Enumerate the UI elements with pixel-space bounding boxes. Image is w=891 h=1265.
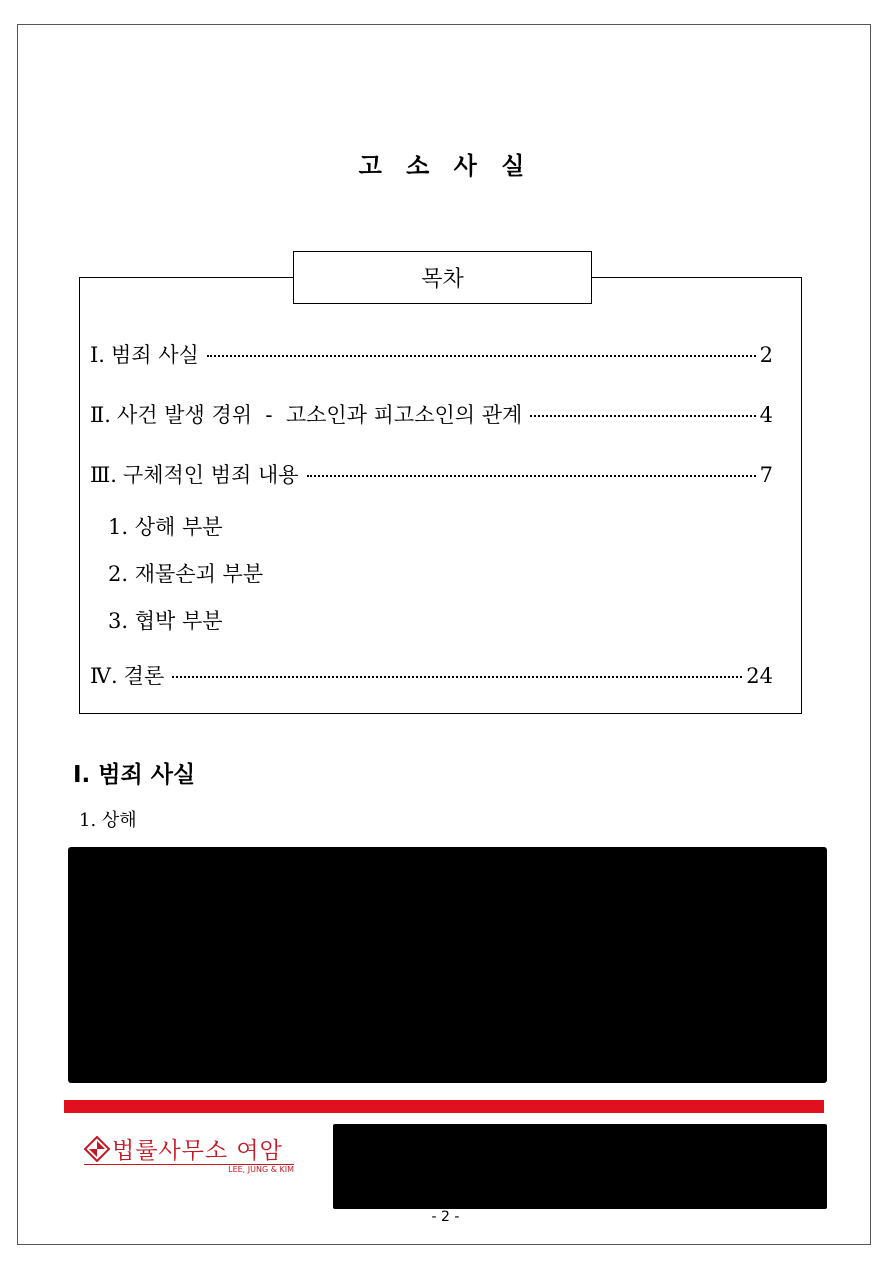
firm-logo	[84, 1132, 299, 1177]
toc-entry-label: 사건 발생 경위 - 고소인과 피고소인의 관계	[116, 403, 523, 427]
toc-leader-dots	[530, 415, 755, 417]
toc-subentry[interactable]	[108, 605, 223, 635]
firm-logo-text: 법률사무소 여암	[112, 1138, 283, 1164]
toc-entry[interactable]	[90, 660, 773, 690]
redacted-footer-block	[333, 1124, 827, 1209]
toc-entry-label: 구체적인 범죄 내용	[122, 463, 299, 487]
redacted-content-block	[68, 847, 827, 1083]
firm-logo-icon	[84, 1136, 110, 1162]
toc-entry[interactable]	[90, 399, 773, 429]
toc-subentry-number: 3.	[108, 609, 129, 633]
page-number: - 2 -	[431, 1209, 460, 1225]
toc-subentry[interactable]	[108, 511, 223, 541]
toc-subentry-label: 재물손괴 부분	[134, 562, 264, 586]
toc-entry-number: Ⅳ.	[90, 664, 118, 688]
toc-entry-label: 범죄 사실	[110, 343, 199, 367]
toc-entry-page: 2	[759, 343, 773, 367]
toc-entry[interactable]	[90, 459, 773, 489]
toc-leader-dots	[307, 475, 756, 477]
toc-entry-page: 24	[746, 664, 773, 688]
toc-leader-dots	[207, 355, 756, 357]
footer-accent-bar	[64, 1100, 824, 1113]
toc-subentry-label: 협박 부분	[134, 609, 223, 633]
toc-subentry-number: 1.	[108, 515, 129, 539]
toc-entry-number: Ⅲ.	[90, 463, 117, 487]
toc-entry-number: Ⅰ.	[90, 343, 105, 367]
document-title: 고 소 사 실	[358, 152, 533, 180]
toc-subentry-number: 2.	[108, 562, 129, 586]
toc-header: 목차	[293, 251, 592, 304]
toc-entry-page: 7	[759, 463, 773, 487]
toc-subentry-label: 상해 부분	[134, 515, 223, 539]
firm-logo-subtitle: LEE, JUNG & KIM	[228, 1165, 294, 1174]
section-heading: Ⅰ. 범죄 사실	[73, 762, 196, 788]
toc-entry-label: 결론	[123, 664, 165, 688]
toc-entry[interactable]	[90, 339, 773, 369]
toc-leader-dots	[172, 676, 742, 678]
toc-entry-page: 4	[759, 403, 773, 427]
toc-entry-number: Ⅱ.	[90, 403, 111, 427]
toc-subentry[interactable]	[108, 558, 263, 588]
sub-heading: 1. 상해	[79, 810, 137, 831]
